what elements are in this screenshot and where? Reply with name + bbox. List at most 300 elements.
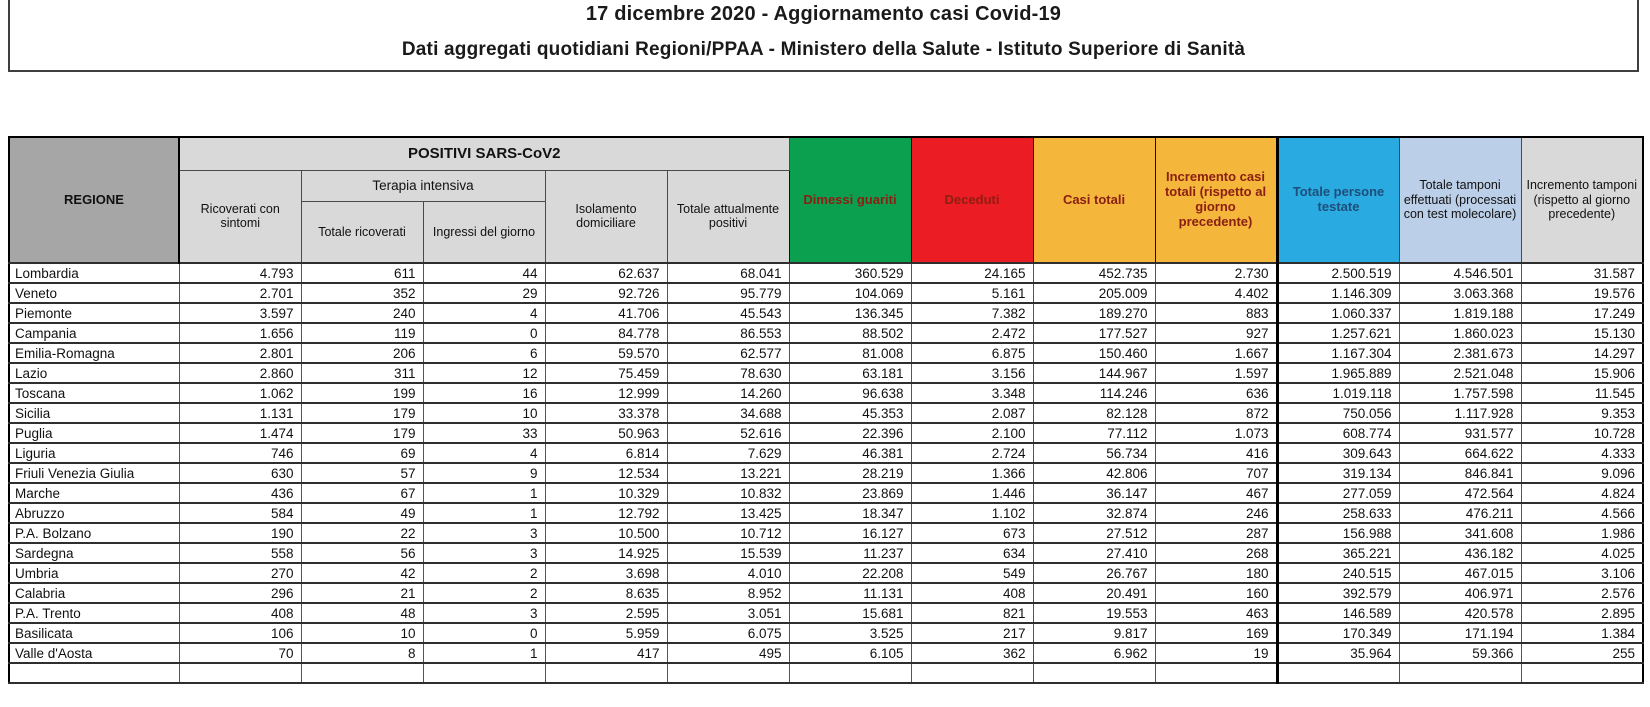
value-cell: [789, 663, 911, 683]
value-cell: 33.378: [545, 403, 667, 423]
value-cell: [1033, 663, 1155, 683]
page-subtitle: Dati aggregati quotidiani Regioni/PPAA - Ministero della Salute - Istituto Superiore di Sanità: [401, 39, 1246, 60]
value-cell: 6.962: [1033, 643, 1155, 663]
value-cell: 634: [911, 543, 1033, 563]
value-cell: 9.096: [1521, 463, 1643, 483]
value-cell: 3.525: [789, 623, 911, 643]
value-cell: 931.577: [1399, 423, 1521, 443]
value-cell: [1399, 663, 1521, 683]
value-cell: 664.622: [1399, 443, 1521, 463]
value-cell: 1.366: [911, 463, 1033, 483]
value-cell: 258.633: [1277, 503, 1399, 523]
value-cell: 392.579: [1277, 583, 1399, 603]
value-cell: 3.348: [911, 383, 1033, 403]
value-cell: 4.824: [1521, 483, 1643, 503]
value-cell: 4.025: [1521, 543, 1643, 563]
value-cell: 13.221: [667, 463, 789, 483]
value-cell: 452.735: [1033, 263, 1155, 283]
value-cell: 75.459: [545, 363, 667, 383]
value-cell: 2.730: [1155, 263, 1277, 283]
value-cell: 1.073: [1155, 423, 1277, 443]
value-cell: 56.734: [1033, 443, 1155, 463]
header-incremento-tamponi: Incremento tamponi (rispetto al giorno precedente): [1521, 137, 1643, 263]
value-cell: 4: [423, 303, 545, 323]
value-cell: 476.211: [1399, 503, 1521, 523]
value-cell: 69: [301, 443, 423, 463]
table-row: [9, 403, 1643, 423]
value-cell: 114.246: [1033, 383, 1155, 403]
value-cell: 49: [301, 503, 423, 523]
value-cell: 1: [423, 503, 545, 523]
header-tamponi-effettuati: Totale tamponi effettuati (processati con test molecolare): [1399, 137, 1521, 263]
value-cell: 1.131: [179, 403, 301, 423]
value-cell: 32.874: [1033, 503, 1155, 523]
value-cell: 0: [423, 623, 545, 643]
value-cell: 17.249: [1521, 303, 1643, 323]
value-cell: 70: [179, 643, 301, 663]
header-deceduti: Deceduti: [911, 137, 1033, 263]
region-name: Lombardia: [9, 263, 179, 283]
value-cell: 15.539: [667, 543, 789, 563]
value-cell: 27.512: [1033, 523, 1155, 543]
value-cell: 872: [1155, 403, 1277, 423]
value-cell: 5.959: [545, 623, 667, 643]
value-cell: 2.701: [179, 283, 301, 303]
value-cell: 92.726: [545, 283, 667, 303]
value-cell: 3.106: [1521, 563, 1643, 583]
region-name: Veneto: [9, 283, 179, 303]
header-isolamento: Isolamento domiciliare: [545, 170, 667, 263]
value-cell: 1.384: [1521, 623, 1643, 643]
value-cell: 3.051: [667, 603, 789, 623]
table-row: [9, 523, 1643, 543]
value-cell: 177.527: [1033, 323, 1155, 343]
region-name: Toscana: [9, 383, 179, 403]
value-cell: 5.161: [911, 283, 1033, 303]
value-cell: 146.589: [1277, 603, 1399, 623]
value-cell: 31.587: [1521, 263, 1643, 283]
value-cell: 170.349: [1277, 623, 1399, 643]
value-cell: 6.105: [789, 643, 911, 663]
region-name: Emilia-Romagna: [9, 343, 179, 363]
value-cell: 41.706: [545, 303, 667, 323]
value-cell: 12: [423, 363, 545, 383]
value-cell: 1.446: [911, 483, 1033, 503]
value-cell: 4.793: [179, 263, 301, 283]
value-cell: 19.553: [1033, 603, 1155, 623]
value-cell: 309.643: [1277, 443, 1399, 463]
value-cell: 42.806: [1033, 463, 1155, 483]
value-cell: 15.130: [1521, 323, 1643, 343]
value-cell: 84.778: [545, 323, 667, 343]
value-cell: 36.147: [1033, 483, 1155, 503]
value-cell: 3.063.368: [1399, 283, 1521, 303]
value-cell: 420.578: [1399, 603, 1521, 623]
value-cell: 26.767: [1033, 563, 1155, 583]
value-cell: 4: [423, 443, 545, 463]
value-cell: 6: [423, 343, 545, 363]
value-cell: 206: [301, 343, 423, 363]
value-cell: 6.075: [667, 623, 789, 643]
value-cell: 48: [301, 603, 423, 623]
value-cell: [1521, 663, 1643, 683]
region-name: Sicilia: [9, 403, 179, 423]
value-cell: 10: [423, 403, 545, 423]
value-cell: 240.515: [1277, 563, 1399, 583]
value-cell: 362: [911, 643, 1033, 663]
value-cell: 104.069: [789, 283, 911, 303]
value-cell: 6.875: [911, 343, 1033, 363]
value-cell: 2.576: [1521, 583, 1643, 603]
value-cell: 1.656: [179, 323, 301, 343]
value-cell: 408: [911, 583, 1033, 603]
value-cell: 19.576: [1521, 283, 1643, 303]
value-cell: 3.597: [179, 303, 301, 323]
header-dimessi-guariti: Dimessi guariti: [789, 137, 911, 263]
value-cell: 10: [301, 623, 423, 643]
value-cell: 1.146.309: [1277, 283, 1399, 303]
region-name: Puglia: [9, 423, 179, 443]
value-cell: 18.347: [789, 503, 911, 523]
value-cell: 467: [1155, 483, 1277, 503]
value-cell: 558: [179, 543, 301, 563]
value-cell: 240: [301, 303, 423, 323]
region-name: Sardegna: [9, 543, 179, 563]
value-cell: 1.757.598: [1399, 383, 1521, 403]
value-cell: 62.637: [545, 263, 667, 283]
table-row: [9, 383, 1643, 403]
value-cell: 35.964: [1277, 643, 1399, 663]
value-cell: 20.491: [1033, 583, 1155, 603]
value-cell: 0: [423, 323, 545, 343]
value-cell: 1.117.928: [1399, 403, 1521, 423]
value-cell: 8.635: [545, 583, 667, 603]
value-cell: 636: [1155, 383, 1277, 403]
value-cell: 22.208: [789, 563, 911, 583]
header-terapia-intensiva: Terapia intensiva: [301, 170, 545, 201]
value-cell: 2: [423, 583, 545, 603]
value-cell: 1.474: [179, 423, 301, 443]
table-row: [9, 423, 1643, 443]
header-ricoverati-sintomi: Ricoverati con sintomi: [179, 170, 301, 263]
value-cell: 7.629: [667, 443, 789, 463]
table-header: [9, 137, 1643, 263]
value-cell: 23.869: [789, 483, 911, 503]
value-cell: 3: [423, 543, 545, 563]
table-row: [9, 263, 1643, 283]
value-cell: 81.008: [789, 343, 911, 363]
value-cell: 77.112: [1033, 423, 1155, 443]
value-cell: 179: [301, 403, 423, 423]
value-cell: 52.616: [667, 423, 789, 443]
table-body: [9, 263, 1643, 683]
value-cell: 1.060.337: [1277, 303, 1399, 323]
value-cell: 96.638: [789, 383, 911, 403]
value-cell: [179, 663, 301, 683]
value-cell: 9.817: [1033, 623, 1155, 643]
value-cell: 1.257.621: [1277, 323, 1399, 343]
value-cell: 12.534: [545, 463, 667, 483]
value-cell: 11.131: [789, 583, 911, 603]
region-name: Abruzzo: [9, 503, 179, 523]
value-cell: 13.425: [667, 503, 789, 523]
header-persone-testate: Totale persone testate: [1277, 137, 1399, 263]
table-row: [9, 463, 1643, 483]
value-cell: 467.015: [1399, 563, 1521, 583]
value-cell: 707: [1155, 463, 1277, 483]
value-cell: 1: [423, 483, 545, 503]
value-cell: 417: [545, 643, 667, 663]
table-row: [9, 483, 1643, 503]
region-name: P.A. Bolzano: [9, 523, 179, 543]
value-cell: 44: [423, 263, 545, 283]
header-positivi-group: POSITIVI SARS-CoV2: [179, 137, 789, 170]
value-cell: 360.529: [789, 263, 911, 283]
value-cell: 19: [1155, 643, 1277, 663]
value-cell: 22.396: [789, 423, 911, 443]
value-cell: 78.630: [667, 363, 789, 383]
value-cell: 171.194: [1399, 623, 1521, 643]
value-cell: 12.792: [545, 503, 667, 523]
value-cell: 246: [1155, 503, 1277, 523]
value-cell: 630: [179, 463, 301, 483]
value-cell: 2.521.048: [1399, 363, 1521, 383]
value-cell: 144.967: [1033, 363, 1155, 383]
value-cell: 16: [423, 383, 545, 403]
value-cell: 4.546.501: [1399, 263, 1521, 283]
region-name: Piemonte: [9, 303, 179, 323]
value-cell: 50.963: [545, 423, 667, 443]
table-row: [9, 603, 1643, 623]
table-row: [9, 363, 1643, 383]
value-cell: 14.297: [1521, 343, 1643, 363]
value-cell: 14.260: [667, 383, 789, 403]
value-cell: 584: [179, 503, 301, 523]
value-cell: 2.595: [545, 603, 667, 623]
value-cell: 180: [1155, 563, 1277, 583]
value-cell: 2: [423, 563, 545, 583]
value-cell: 1.102: [911, 503, 1033, 523]
value-cell: 42: [301, 563, 423, 583]
value-cell: 28.219: [789, 463, 911, 483]
value-cell: 33: [423, 423, 545, 443]
value-cell: 59.366: [1399, 643, 1521, 663]
value-cell: 9.353: [1521, 403, 1643, 423]
value-cell: 287: [1155, 523, 1277, 543]
value-cell: 10.329: [545, 483, 667, 503]
value-cell: 1.986: [1521, 523, 1643, 543]
value-cell: 2.895: [1521, 603, 1643, 623]
value-cell: 82.128: [1033, 403, 1155, 423]
value-cell: 277.059: [1277, 483, 1399, 503]
value-cell: 4.010: [667, 563, 789, 583]
title-box: [8, 0, 1639, 72]
value-cell: 57: [301, 463, 423, 483]
value-cell: 1.597: [1155, 363, 1277, 383]
table-row: [9, 583, 1643, 603]
value-cell: 4.402: [1155, 283, 1277, 303]
value-cell: 495: [667, 643, 789, 663]
value-cell: 4.333: [1521, 443, 1643, 463]
value-cell: 611: [301, 263, 423, 283]
value-cell: 3.156: [911, 363, 1033, 383]
value-cell: 416: [1155, 443, 1277, 463]
table-row: [9, 283, 1643, 303]
value-cell: 15.906: [1521, 363, 1643, 383]
value-cell: 10.712: [667, 523, 789, 543]
value-cell: 1.819.188: [1399, 303, 1521, 323]
value-cell: 1.667: [1155, 343, 1277, 363]
table-row: [9, 343, 1643, 363]
value-cell: 46.381: [789, 443, 911, 463]
covid-data-table: [8, 136, 1644, 684]
value-cell: 750.056: [1277, 403, 1399, 423]
header-incremento-casi: Incremento casi totali (rispetto al giorno precedente): [1155, 137, 1277, 263]
value-cell: 189.270: [1033, 303, 1155, 323]
value-cell: 199: [301, 383, 423, 403]
value-cell: 311: [301, 363, 423, 383]
value-cell: 88.502: [789, 323, 911, 343]
region-name: Lazio: [9, 363, 179, 383]
value-cell: 156.988: [1277, 523, 1399, 543]
value-cell: [9, 663, 179, 683]
table-row-partial: [9, 663, 1643, 683]
value-cell: 2.500.519: [1277, 263, 1399, 283]
value-cell: 270: [179, 563, 301, 583]
value-cell: 63.181: [789, 363, 911, 383]
value-cell: 436.182: [1399, 543, 1521, 563]
value-cell: 119: [301, 323, 423, 343]
value-cell: [1155, 663, 1277, 683]
region-name: Calabria: [9, 583, 179, 603]
value-cell: 190: [179, 523, 301, 543]
value-cell: 205.009: [1033, 283, 1155, 303]
value-cell: 16.127: [789, 523, 911, 543]
value-cell: 169: [1155, 623, 1277, 643]
region-name: Marche: [9, 483, 179, 503]
value-cell: 463: [1155, 603, 1277, 623]
value-cell: [667, 663, 789, 683]
region-name: Liguria: [9, 443, 179, 463]
value-cell: 3: [423, 603, 545, 623]
table-row: [9, 563, 1643, 583]
region-name: Friuli Venezia Giulia: [9, 463, 179, 483]
value-cell: 12.999: [545, 383, 667, 403]
value-cell: 9: [423, 463, 545, 483]
value-cell: 160: [1155, 583, 1277, 603]
region-name: Valle d'Aosta: [9, 643, 179, 663]
region-name: Basilicata: [9, 623, 179, 643]
value-cell: 62.577: [667, 343, 789, 363]
value-cell: 11.237: [789, 543, 911, 563]
value-cell: 2.724: [911, 443, 1033, 463]
region-name: Umbria: [9, 563, 179, 583]
table-row: [9, 643, 1643, 663]
value-cell: 179: [301, 423, 423, 443]
header-totale-ricoverati: Totale ricoverati: [301, 201, 423, 263]
page-title: 17 dicembre 2020 - Aggiornamento casi Covid-19: [585, 3, 1062, 25]
value-cell: 150.460: [1033, 343, 1155, 363]
value-cell: 3.698: [545, 563, 667, 583]
value-cell: [1277, 663, 1399, 683]
value-cell: 8.952: [667, 583, 789, 603]
header-casi-totali: Casi totali: [1033, 137, 1155, 263]
value-cell: 10.500: [545, 523, 667, 543]
value-cell: 296: [179, 583, 301, 603]
header-regione: REGIONE: [9, 137, 179, 263]
value-cell: 883: [1155, 303, 1277, 323]
value-cell: 67: [301, 483, 423, 503]
value-cell: [301, 663, 423, 683]
value-cell: 29: [423, 283, 545, 303]
value-cell: 408: [179, 603, 301, 623]
value-cell: 1: [423, 643, 545, 663]
value-cell: 608.774: [1277, 423, 1399, 443]
table-row: [9, 303, 1643, 323]
value-cell: 11.545: [1521, 383, 1643, 403]
value-cell: [911, 663, 1033, 683]
value-cell: 217: [911, 623, 1033, 643]
value-cell: 2.087: [911, 403, 1033, 423]
value-cell: 56: [301, 543, 423, 563]
value-cell: 34.688: [667, 403, 789, 423]
value-cell: [545, 663, 667, 683]
value-cell: 4.566: [1521, 503, 1643, 523]
region-name: Campania: [9, 323, 179, 343]
table-row: [9, 503, 1643, 523]
value-cell: 365.221: [1277, 543, 1399, 563]
value-cell: 24.165: [911, 263, 1033, 283]
value-cell: 8: [301, 643, 423, 663]
value-cell: 15.681: [789, 603, 911, 623]
value-cell: 10.832: [667, 483, 789, 503]
value-cell: 846.841: [1399, 463, 1521, 483]
value-cell: 352: [301, 283, 423, 303]
value-cell: 1.860.023: [1399, 323, 1521, 343]
value-cell: 45.353: [789, 403, 911, 423]
table-row: [9, 443, 1643, 463]
value-cell: 319.134: [1277, 463, 1399, 483]
value-cell: 22: [301, 523, 423, 543]
value-cell: 45.543: [667, 303, 789, 323]
header-totale-positivi: Totale attualmente positivi: [667, 170, 789, 263]
value-cell: 927: [1155, 323, 1277, 343]
value-cell: 59.570: [545, 343, 667, 363]
table-row: [9, 323, 1643, 343]
value-cell: 2.801: [179, 343, 301, 363]
table-row: [9, 623, 1643, 643]
value-cell: 549: [911, 563, 1033, 583]
value-cell: 27.410: [1033, 543, 1155, 563]
value-cell: 1.019.118: [1277, 383, 1399, 403]
value-cell: [423, 663, 545, 683]
value-cell: 6.814: [545, 443, 667, 463]
value-cell: 268: [1155, 543, 1277, 563]
value-cell: 341.608: [1399, 523, 1521, 543]
value-cell: 2.472: [911, 323, 1033, 343]
value-cell: 1.965.889: [1277, 363, 1399, 383]
value-cell: 14.925: [545, 543, 667, 563]
value-cell: 7.382: [911, 303, 1033, 323]
value-cell: 136.345: [789, 303, 911, 323]
value-cell: 436: [179, 483, 301, 503]
value-cell: 2.860: [179, 363, 301, 383]
region-name: P.A. Trento: [9, 603, 179, 623]
value-cell: 106: [179, 623, 301, 643]
value-cell: 472.564: [1399, 483, 1521, 503]
value-cell: 68.041: [667, 263, 789, 283]
value-cell: 2.381.673: [1399, 343, 1521, 363]
